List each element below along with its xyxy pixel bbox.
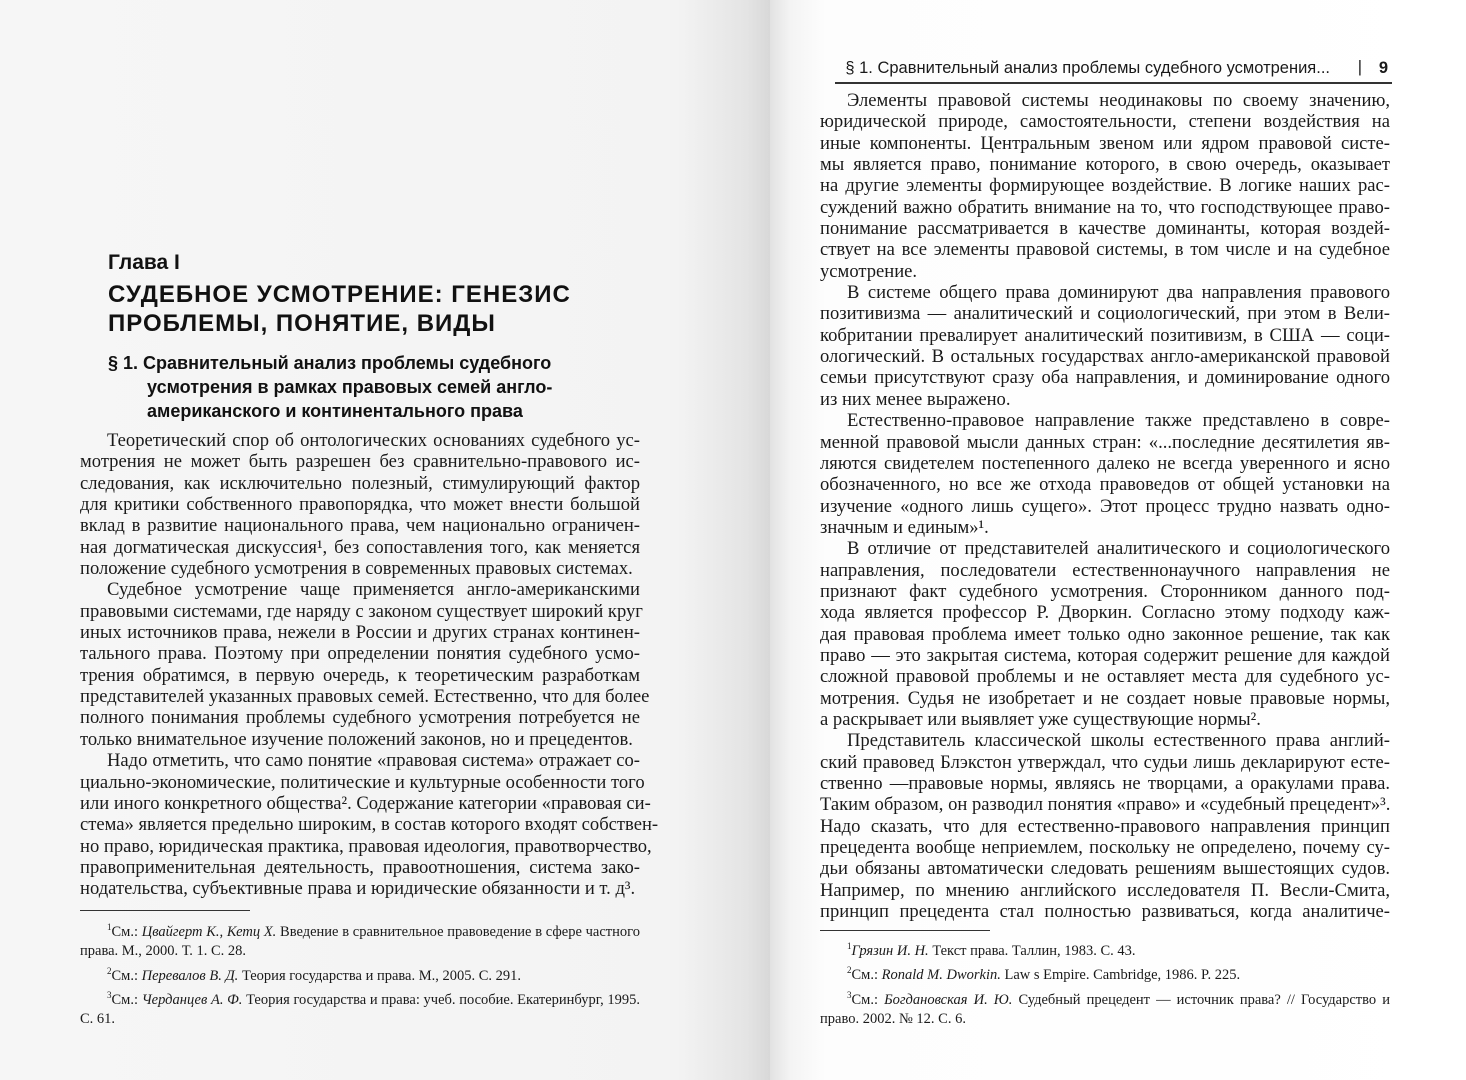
footnote-divider [80,910,250,911]
text-line: ственно —правовые нормы, являясь не творцами, а оракулами права. [820,773,1390,794]
text-line: полного понимания проблемы судебного усмотрения потребуется не [80,707,640,729]
text-line: на другие элементы формирующее воздействие. В логике наших рас- [820,175,1390,197]
text-line: Надо отметить, что само понятие «правовая система» отражает со- [107,750,640,772]
text-line: ологический. В остальных государствах англо-американской правовой [820,346,1390,368]
text-line: а раскрывает или выявляет уже существующие нормы². [820,708,1261,730]
footnote [820,986,1390,1030]
footnote-prefix: См.: [851,991,885,1008]
text-line: иные компоненты. Центральным звеном или ядром правовой систе- [820,132,1390,154]
text-line: вклад в развитие национального права, чем национально ограничен- [80,515,640,537]
footnote [80,918,640,962]
footnote-author: Ronald M. Dworkin. [881,967,1001,984]
paragraph [820,538,1390,730]
footnote-author: Цвайгерт К., Кетц Х. [141,923,277,940]
text-line: тального права. Поэтому при определении понятия судебного усмо- [80,643,640,665]
footnote-number: 2 [107,965,112,976]
text-line: следования, как исключительно полезный, стимулирующий фактор [80,472,640,494]
text-line: Представитель классической школы естественного права англий- [847,730,1390,752]
footnote-text: Law s Empire. Cambridge, 1986. P. 225. [1000,967,1241,984]
text-line: правовыми системами, где наряду с законом существует широкий круг [80,600,643,622]
text-line: Элементы правовой системы неодинаковы по своему значению, [847,90,1390,111]
paragraph [80,579,650,750]
text-line: правоприменительная деятельность, правоотношения, система зако- [80,856,640,878]
running-head-title: § 1. Сравнительный анализ проблемы судебного усмотрения... [845,59,1330,77]
text-line: позитивизма — аналитический и социологический, при этом в Вели- [820,303,1390,325]
running-head-separator: | [1357,58,1362,76]
text-line: или иного конкретного общества². Содержание категории «правовая си- [80,792,651,814]
running-head-rule [835,82,1392,84]
text-line: мотрения. Судья не изобретает и не создает новые правовые нормы, [820,687,1390,709]
footnote-text: Теория государства и права. М., 2005. С. 291. [238,967,522,984]
text-line: но право, юридическая практика, правовая идеология, правотворчество, [80,835,652,857]
footnote [820,937,1390,961]
paragraph [820,730,1390,922]
text-line: кобритании превалирует аналитический позитивизм, в США — соци- [820,324,1390,346]
text-line: Естественно-правовое направление также представлено в совре- [847,410,1390,432]
text-line: ский правовед Блэкстон утверждал, что судьи лишь декларируют есте- [820,751,1390,773]
left-footnotes [80,918,640,1030]
paragraph [80,430,640,579]
text-line: семьи присутствуют сразу оба направления, и доминирование одного [820,367,1390,389]
text-line: Таким образом, он разводил понятия «право» и «судебный прецедент»³. [820,794,1391,816]
text-line: представителей указанных правовых семей. Естественно, что для более [80,686,650,708]
text-line: циально-экономические, политические и культурные особенности того [80,771,645,793]
text-line: мотрения не может быть разрешен без сравнительно-правового ис- [80,451,640,473]
text-line: ляются свидетелем постепенного далеко не всегда уверенного и ясно [820,452,1390,474]
paragraph [820,282,1390,410]
text-line: юридической природе, самостоятельности, степени воздействия на [820,111,1390,133]
text-line: Надо сказать, что для естественно-правового направления принцип [820,815,1390,837]
text-line: значным и единым»¹. [820,516,989,538]
footnote-text: Введение в сравнительное правоведение в сфере частного права. М., 2000. Т. 1. С. 28. [80,923,640,960]
text-line: менной правовой мысли данных стран: «...последние десятилетия яв- [820,431,1390,453]
footnote-number: 3 [847,989,852,1000]
paragraph [820,410,1390,538]
text-line: стема» является предельно широким, в состав которого входят собствен- [80,814,659,836]
text-line: право — это закрытая система, которая содержит решение для каждой [820,644,1390,666]
right-body-text [820,90,1390,922]
text-line: В отличие от представителей аналитического и социологического [847,538,1390,560]
chapter-title-line: СУДЕБНОЕ УСМОТРЕНИЕ: ГЕНЕЗИС [108,281,571,308]
text-line: положение судебного усмотрения в современных правовых системах. [80,558,633,580]
text-line: для критики собственного правопорядка, что может внести большой [80,494,640,516]
footnote [820,961,1390,985]
text-line: дьи обязаны автоматически следовать решениям вышестоящих судов. [820,858,1390,880]
text-line: В системе общего права доминируют два направления правового [847,282,1390,304]
text-line: Теоретический спор об онтологических основаниях судебного ус- [107,430,640,451]
text-line: Судебное усмотрение чаще применяется англо-американскими [107,579,640,601]
text-line: дая правовая проблема имеет только одно законное решение, так как [820,623,1390,645]
text-line: нодательства, субъективные права и юридические обязанности и т. д³. [80,878,636,900]
paragraph [820,90,1390,282]
footnote-text: Текст права. Таллин, 1983. С. 43. [928,942,1136,959]
text-line: прецедента вообще неприемлем, поскольку не определено, почему су- [820,837,1390,859]
text-line: изучение «одного лишь сущего». Этот процесс трудно назвать одно- [820,495,1390,517]
page-number: 9 [1378,59,1388,77]
text-line: сложной правовой проблемы и не оставляет места для судебного ус- [820,666,1390,688]
text-line: только внимательное изучение положений законов, но и прецедентов. [80,728,633,750]
footnote-text: Судебный прецедент — источник права? // Государство и право. 2002. № 12. С. 6. [820,991,1390,1027]
text-line: ствует на все элементы правовой системы, в том числе и на судебное [820,239,1390,261]
text-line: признают факт судебного усмотрения. Сторонником данного под- [820,580,1390,602]
text-line: ная догматическая дискуссия¹, без сопоставления того, как меняется [80,536,640,558]
text-line: Например, по мнению английского исследователя П. Весли-Смита, [820,879,1390,901]
section-title-line: усмотрения в рамках правовых семей англо- [147,377,553,397]
footnote-text: Теория государства и права: учеб. пособие. Екатеринбург, 1995. С. 61. [80,991,640,1028]
section-title-line: американского и континентального права [147,401,523,421]
footnote-prefix: См.: [111,967,142,984]
section-title-line: § 1. Сравнительный анализ проблемы судебного [108,353,552,373]
text-line: направления, последователи естественнонаучного направления не [820,559,1390,581]
chapter-label: Глава I [108,251,180,274]
footnote-author: Черданцев А. Ф. [141,991,243,1008]
footnote-author: Богдановская И. Ю. [884,991,1013,1008]
footnote-number: 3 [107,990,112,1001]
text-line: принцип прецедента стал полностью развиваться, когда аналитиче- [820,901,1390,923]
right-footnotes [820,937,1390,1029]
footnote [80,962,640,986]
text-line: понимание рассматривается в качестве доминанты, которая воздей- [820,218,1390,240]
text-line: усмотрение. [820,260,918,282]
footnote-author: Грязин И. Н. [851,942,929,959]
left-body-text [80,430,659,900]
footnote-prefix: См.: [851,967,882,984]
footnote-number: 2 [847,965,852,976]
footnote-number: 1 [847,941,852,951]
chapter-title-line: ПРОБЛЕМЫ, ПОНЯТИЕ, ВИДЫ [108,310,496,337]
footnote [80,986,640,1030]
paragraph [80,750,659,900]
chapter-title [108,280,571,338]
text-line: мы является право, понимание которого, в свою очередь, оказывает [820,154,1390,176]
footnote-author: Перевалов В. Д. [141,967,239,984]
text-line: суждений важно обратить внимание на то, что господствующее право- [820,196,1390,218]
text-line: иных источников права, нежели в России и других странах континен- [80,622,640,644]
text-line: трения обратимся, в первую очередь, к теоретическим разработкам [80,664,640,686]
text-line: обозначенного, но все же отхода правоведов от общей установки на [820,474,1390,496]
footnote-prefix: См.: [111,991,142,1008]
text-line: из них менее выражено. [820,388,1011,410]
text-line: хода является профессор Р. Дворкин. Согласно этому подходу каж- [820,602,1390,624]
footnote-prefix: См.: [111,923,142,940]
footnote-number: 1 [107,922,112,932]
footnote-divider [820,930,990,931]
section-title [108,351,553,423]
